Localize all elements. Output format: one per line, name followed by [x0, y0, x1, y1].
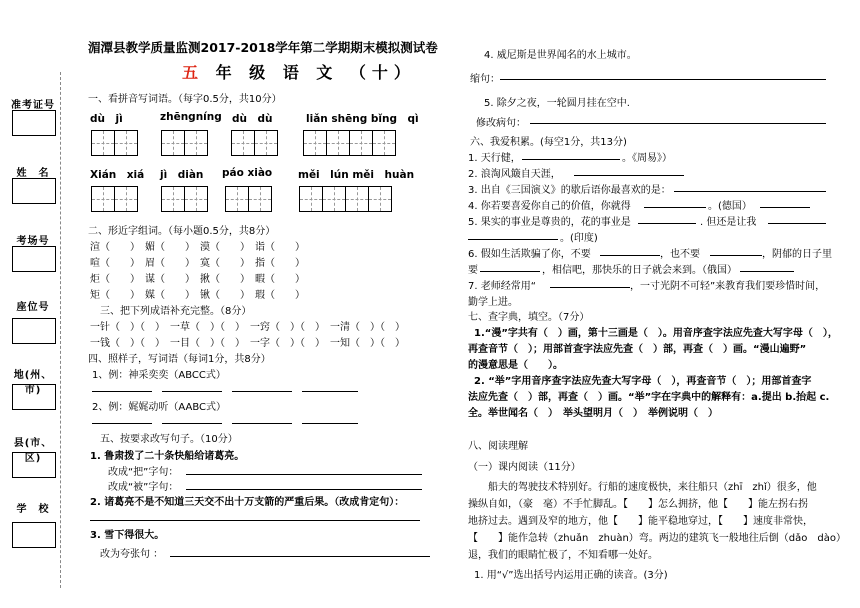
answer-line[interactable] — [186, 489, 422, 490]
prefecture-label: 地(州、市) — [13, 370, 53, 396]
answer-line[interactable] — [92, 391, 152, 392]
q5-prompt: 修改病句： — [476, 118, 526, 129]
pinyin: dù jì — [90, 113, 123, 125]
answer-line[interactable] — [674, 191, 826, 192]
prompt: 改成“被”字句： — [108, 482, 179, 493]
pinyin: Xián xiá — [90, 169, 145, 181]
section-2-title: 二、形近字组词。（每小题0.5分，共8分） — [88, 226, 276, 237]
accum-5b: . 但还是让我 — [700, 217, 757, 228]
passage-line: 船夫的驾驶技术特别好。行船的速度极快，来往船只（zhī zhǐ）很多，他 — [468, 482, 817, 493]
char-grid[interactable] — [300, 186, 392, 212]
exam-number-field[interactable] — [12, 110, 56, 136]
char-grid[interactable] — [162, 130, 208, 156]
section-7-title: 七、查字典，填空。（7分） — [468, 312, 590, 323]
pinyin: dù dù — [232, 113, 273, 125]
accum-5a: 5. 果实的事业是尊贵的，花的事业是 — [468, 217, 631, 228]
prefecture-field[interactable] — [12, 384, 56, 410]
accum-6b: ，也不要 — [660, 249, 700, 260]
q4: 4. 威尼斯是世界闻名的水上城市。 — [484, 50, 637, 61]
example-2: 2、例：娓娓动听（AABC式） — [92, 402, 226, 413]
binding-line — [60, 72, 61, 588]
answer-line[interactable] — [468, 239, 558, 240]
answer-line[interactable] — [574, 175, 684, 176]
dict-q2c: 全。举世闻名（ ） 举头望明月（ ） 举例说明（ ） — [468, 408, 718, 419]
pinyin: měi lún měi huàn — [298, 169, 415, 181]
word-row: 矩（ ） 媒（ ） 锹（ ） 瑕（ ） — [90, 290, 305, 301]
reading-q1: 1. 用“√”选出括号内运用正确的读音。(3分) — [474, 570, 668, 581]
accum-5c: 。(印度) — [560, 233, 598, 244]
answer-line[interactable] — [638, 223, 696, 224]
answer-line[interactable] — [530, 123, 826, 124]
answer-line[interactable] — [162, 391, 222, 392]
char-grid[interactable] — [226, 186, 272, 212]
section-8-title: 八、阅读理解 — [468, 441, 528, 452]
exam-room-field[interactable] — [12, 246, 56, 272]
pinyin: jì diàn — [160, 169, 204, 181]
dict-q2b: 法应先查（ ）部，再查（ ）画。“举”字在字典中的解释有：a.提出 b.抬起 c. — [468, 392, 830, 403]
section-3-title: 三、把下列成语补充完整。（8分） — [100, 306, 252, 317]
answer-line[interactable] — [644, 207, 706, 208]
accum-2: 2. 浪淘风簸自天涯， — [468, 169, 561, 180]
accum-1b: 。《周易》） — [622, 153, 672, 164]
char-grid[interactable] — [304, 130, 396, 156]
question: 2. 诸葛亮不是不知道三天交不出十万支箭的严重后果。（改成肯定句）： — [90, 497, 405, 508]
char-grid[interactable] — [162, 186, 208, 212]
county-label: 县(市、区) — [13, 438, 53, 464]
accum-6d: 要 — [468, 265, 478, 276]
accum-1a: 1. 天行健， — [468, 153, 521, 164]
q4-prompt: 缩句： — [470, 74, 500, 85]
exam-room-label: 考场号 — [16, 236, 50, 247]
accum-3: 3. 出自《三国演义》的歇后语你最喜欢的是： — [468, 185, 671, 196]
answer-line[interactable] — [302, 423, 358, 424]
passage-line: 地挤过去。遇到及窄的地方，他【 】能平稳地穿过，【 】速度非常快， — [468, 516, 813, 527]
answer-line[interactable] — [170, 556, 430, 557]
answer-line[interactable] — [522, 159, 620, 160]
name-label: 姓 名 — [16, 168, 50, 179]
passage-line: 操纵自如，（豪 毫）不手忙脚乱。【 】怎么拥挤，他【 】能左拐右拐 — [468, 499, 808, 510]
word-row: 喧（ ） 眉（ ） 寞（ ） 指（ ） — [90, 258, 305, 269]
answer-line[interactable] — [232, 391, 292, 392]
passage-line: 【 】能作急转（zhuǎn zhuàn）弯。两边的建筑飞一般地往后倒（dǎo dào） — [468, 533, 846, 544]
accum-6e: ，相信吧，那快乐的日子就会来到。（俄国） — [542, 265, 737, 276]
answer-line[interactable] — [92, 423, 152, 424]
exam-number-label: 准考证号 — [11, 100, 55, 111]
prompt: 改为夸张句 ： — [100, 549, 164, 560]
word-row: 渲（ ） 媚（ ） 漠（ ） 诣（ ） — [90, 242, 305, 253]
answer-line[interactable] — [710, 255, 762, 256]
accum-4b: 。(德国） — [708, 201, 752, 212]
pinyin: zhēngníng — [160, 111, 222, 123]
passage-line: 退，我们的眼睛忙极了，不知看哪一处好。 — [468, 550, 658, 561]
accum-6a: 6. 假如生活欺骗了你，不要 — [468, 249, 591, 260]
answer-line[interactable] — [768, 223, 826, 224]
char-grid[interactable] — [232, 130, 278, 156]
example-1: 1、例：神采奕奕（ABCC式） — [92, 370, 226, 381]
char-grid[interactable] — [92, 130, 138, 156]
section-8-subtitle: （一）课内阅读（11分） — [468, 462, 581, 473]
section-4-title: 四、照样子，写词语（每词1分，共8分） — [88, 354, 271, 365]
accum-7c: 勤学上进。 — [468, 297, 518, 308]
section-1-title: 一、看拼音写词语。（每字0.5分，共10分） — [88, 94, 282, 105]
word-row: 炬（ ） 谋（ ） 揪（ ） 暇（ ） — [90, 274, 305, 285]
school-label: 学 校 — [16, 504, 50, 515]
dict-q2a: 2. “举”字用音序查字法应先查大写字母（ ），再查音节（ ）；用部首查字 — [474, 376, 812, 387]
answer-line[interactable] — [500, 79, 826, 80]
idiom-row: 一针（ ）（ ） 一草（ ）（ ） 一窍（ ）（ ） 一清（ ）（ ） — [90, 322, 405, 333]
q5: 5. 除夕之夜，一轮圆月挂在空中. — [484, 98, 630, 109]
seat-number-label: 座位号 — [16, 302, 50, 313]
name-field[interactable] — [12, 178, 56, 204]
question: 3. 雪下得很大。 — [90, 530, 165, 541]
answer-line[interactable] — [162, 423, 222, 424]
answer-line[interactable] — [740, 271, 794, 272]
char-grid[interactable] — [92, 186, 138, 212]
section-5-title: 五、按要求改写句子。（10分） — [100, 434, 238, 445]
answer-line[interactable] — [232, 423, 292, 424]
exam-title: 湄潭县教学质量监测2017-2018学年第二学期期末模拟测试卷 — [88, 40, 438, 55]
answer-line[interactable] — [550, 287, 630, 288]
accum-7b: ，一寸光阴不可轻”来教育我们要珍惜时间， — [630, 281, 826, 292]
answer-line[interactable] — [760, 207, 810, 208]
exam-subtitle — [182, 60, 416, 83]
answer-line[interactable] — [600, 255, 660, 256]
dict-q1a: 1.“漫”字共有（ ）画，第十三画是（ ）。用音序查字法应先查大写字母（ ）， — [474, 328, 838, 339]
seat-number-field[interactable] — [12, 318, 56, 344]
answer-line[interactable] — [186, 474, 422, 475]
accum-7a: 7. 老师经常用“ — [468, 281, 536, 292]
answer-line[interactable] — [480, 271, 540, 272]
school-field[interactable] — [12, 522, 56, 548]
section-6-title: 六、我爱积累。(每空1分，共13分) — [470, 137, 627, 148]
prompt: 改成“把”字句： — [108, 467, 179, 478]
pinyin: páo xiào — [222, 167, 273, 179]
county-field[interactable] — [12, 452, 56, 478]
accum-6c: ，阴郁的日子里 — [762, 249, 832, 260]
idiom-row: 一钱（ ）（ ） 一目（ ）（ ） 一字（ ）（ ） 一知（ ）（ ） — [90, 338, 405, 349]
answer-line[interactable] — [302, 391, 358, 392]
pinyin: liǎn shēng bǐng qì — [306, 113, 419, 125]
question: 1. 鲁肃拨了二十条快船给诸葛亮。 — [90, 451, 245, 462]
dict-q1b: 再查音节（ ）；用部首查字法应先查（ ）部，再查（ ）画。“漫山遍野” — [468, 344, 807, 355]
subtitle-rest: 年 级 语 文 （十） — [215, 63, 416, 82]
dict-q1c: 的漫意思是（ ）。 — [468, 360, 563, 371]
answer-line[interactable] — [90, 520, 420, 521]
accum-4a: 4. 你若要喜爱你自己的价值，你就得 — [468, 201, 631, 212]
grade-number: 五 — [182, 63, 205, 82]
